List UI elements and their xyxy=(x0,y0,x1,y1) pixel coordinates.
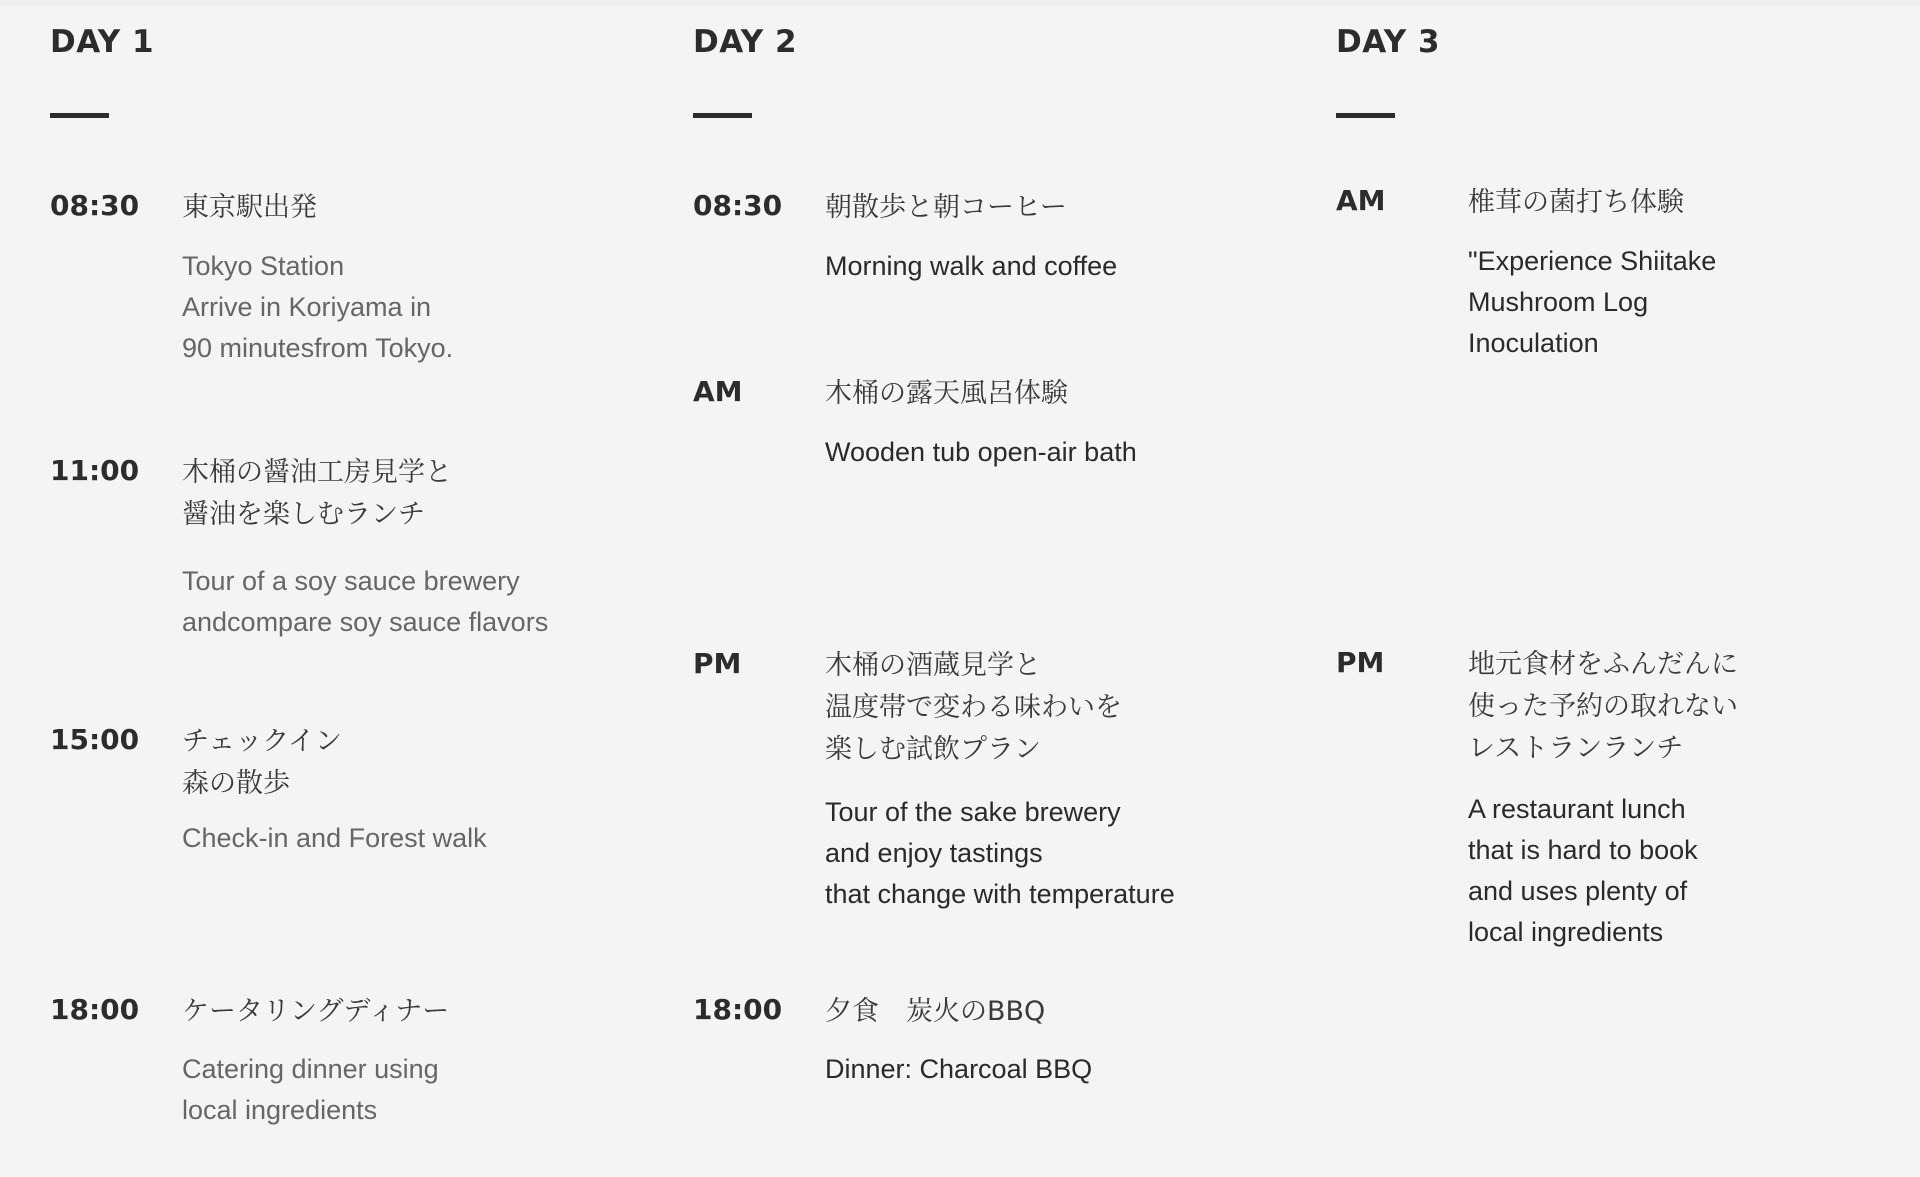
entry-title-jp: 朝散歩と朝コーヒー xyxy=(825,192,1067,223)
day-3-divider xyxy=(1336,113,1395,118)
entry-description-en: Catering dinner using local ingredients xyxy=(182,1054,439,1125)
entry-description-en: Tour of the sake brewery and enjoy tastings that change with temperature xyxy=(825,797,1175,909)
entry-time: 18:00 xyxy=(50,993,140,1026)
entry-description-en: Dinner: Charcoal BBQ xyxy=(825,1054,1093,1084)
entry-title-jp: 東京駅出発 xyxy=(182,192,317,223)
entry-title-jp: 木桶の酒蔵見学と 温度帯で変わる味わいを 楽しむ試飲プラン xyxy=(825,650,1122,765)
entry-description-en: "Experience Shiitake Mushroom Log Inoculation xyxy=(1468,246,1717,358)
day-1-title: DAY 1 xyxy=(50,24,155,60)
day-2-title: DAY 2 xyxy=(693,24,798,60)
day-3-title: DAY 3 xyxy=(1336,24,1441,60)
entry-description-en: Wooden tub open-air bath xyxy=(825,437,1137,467)
entry-description-en: Tokyo Station Arrive in Koriyama in 90 minutesfrom Tokyo. xyxy=(182,251,454,363)
entry-title-jp: 木桶の露天風呂体験 xyxy=(825,378,1068,409)
entry-time: 08:30 xyxy=(693,189,783,222)
entry-title-jp: 地元食材をふんだんに 使った予約の取れない レストランランチ xyxy=(1468,649,1738,764)
entry-description-en: Morning walk and coffee xyxy=(825,251,1118,281)
day-2-divider xyxy=(693,113,752,118)
entry-title-jp: チェックイン 森の散歩 xyxy=(182,726,342,799)
entry-time: AM xyxy=(1336,184,1386,217)
entry-title-jp: 椎茸の菌打ち体験 xyxy=(1468,187,1684,218)
entry-title-jp: 木桶の醤油工房見学と 醤油を楽しむランチ xyxy=(182,457,452,530)
entry-time: 11:00 xyxy=(50,454,140,487)
day-2-column xyxy=(693,0,1293,1177)
day-3-column xyxy=(1336,0,1920,1177)
day-1-divider xyxy=(50,113,109,118)
entry-time: 15:00 xyxy=(50,723,140,756)
entry-description-en: Check-in and Forest walk xyxy=(182,823,487,853)
entry-description-en: A restaurant lunch that is hard to book and uses plenty of local ingredients xyxy=(1468,794,1698,947)
day-1-column xyxy=(50,0,650,1177)
entry-title-jp: 夕食 炭火のBBQ xyxy=(825,996,1046,1027)
entry-time: AM xyxy=(693,375,743,408)
entry-description-en: Tour of a soy sauce brewery andcompare soy sauce flavors xyxy=(182,566,549,637)
entry-time: PM xyxy=(1336,646,1385,679)
entry-time: 18:00 xyxy=(693,993,783,1026)
entry-time: 08:30 xyxy=(50,189,140,222)
entry-title-jp: ケータリングディナー xyxy=(182,996,450,1027)
entry-time: PM xyxy=(693,647,742,680)
